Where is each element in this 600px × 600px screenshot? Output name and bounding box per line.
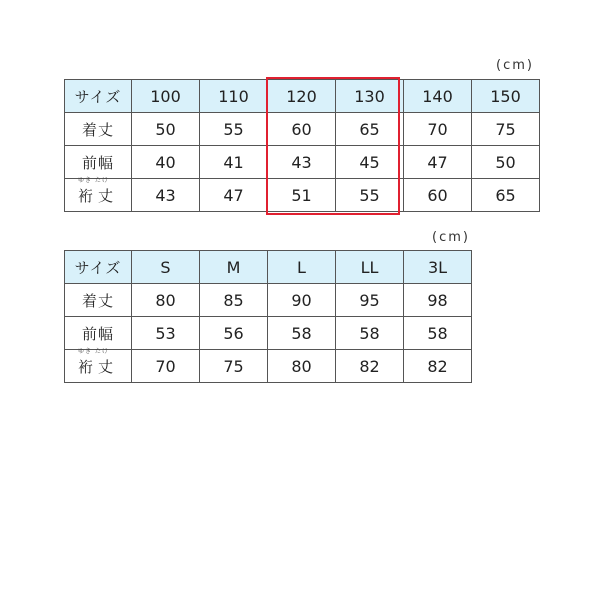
size-col-header: 130 [336, 80, 404, 113]
value-cell: 82 [404, 350, 472, 383]
unit-label-2: (cm) [432, 230, 470, 245]
value-cell: 58 [404, 317, 472, 350]
value-cell: 70 [404, 113, 472, 146]
row-label-kitake: 着丈 [65, 113, 132, 146]
ruby-reading: ゆき たけ [77, 347, 109, 355]
size-col-header: L [268, 251, 336, 284]
size-col-header: 100 [132, 80, 200, 113]
value-cell: 70 [132, 350, 200, 383]
unit-label-1: (cm) [496, 58, 534, 73]
value-cell: 53 [132, 317, 200, 350]
value-cell: 58 [336, 317, 404, 350]
value-cell: 47 [200, 179, 268, 212]
row-label-yukitake-cell [65, 347, 132, 383]
value-cell: 40 [132, 146, 200, 179]
row-kitake [65, 284, 472, 317]
value-cell: 65 [336, 113, 404, 146]
size-col-header: 110 [200, 80, 268, 113]
row-label-maehaba: 前幅 [65, 146, 132, 179]
row-label-yukitake-cell [65, 176, 132, 212]
value-cell: 43 [132, 179, 200, 212]
size-col-header: 3L [404, 251, 472, 284]
size-header-cell: サイズ [65, 251, 132, 284]
value-cell: 41 [200, 146, 268, 179]
value-cell: 95 [336, 284, 404, 317]
row-maehaba [65, 146, 540, 179]
size-col-header: 120 [268, 80, 336, 113]
size-col-header: 140 [404, 80, 472, 113]
ruby-reading: ゆき たけ [77, 176, 109, 184]
header-row [65, 251, 472, 284]
value-cell: 51 [268, 179, 336, 212]
row-kitake [65, 113, 540, 146]
row-label-kitake: 着丈 [65, 284, 132, 317]
value-cell: 90 [268, 284, 336, 317]
value-cell: 80 [268, 350, 336, 383]
size-header-cell: サイズ [65, 80, 132, 113]
value-cell: 98 [404, 284, 472, 317]
size-col-header: S [132, 251, 200, 284]
value-cell: 65 [472, 179, 540, 212]
value-cell: 85 [200, 284, 268, 317]
row-label-maehaba: 前幅 [65, 317, 132, 350]
value-cell: 45 [336, 146, 404, 179]
value-cell: 50 [472, 146, 540, 179]
value-cell: 55 [200, 113, 268, 146]
value-cell: 75 [200, 350, 268, 383]
header-row [65, 80, 540, 113]
value-cell: 80 [132, 284, 200, 317]
value-cell: 60 [404, 179, 472, 212]
row-label-yukitake: 裄丈 [77, 357, 118, 376]
value-cell: 82 [336, 350, 404, 383]
value-cell: 58 [268, 317, 336, 350]
size-col-header: M [200, 251, 268, 284]
value-cell: 60 [268, 113, 336, 146]
value-cell: 50 [132, 113, 200, 146]
value-cell: 55 [336, 179, 404, 212]
value-cell: 47 [404, 146, 472, 179]
row-maehaba [65, 317, 472, 350]
size-col-header: LL [336, 251, 404, 284]
value-cell: 43 [268, 146, 336, 179]
size-chart-adult [64, 250, 472, 383]
size-col-header: 150 [472, 80, 540, 113]
row-label-yukitake: 裄丈 [77, 186, 118, 205]
value-cell: 75 [472, 113, 540, 146]
size-chart-kids [64, 79, 540, 212]
row-yukitake [65, 350, 472, 383]
row-yukitake [65, 179, 540, 212]
value-cell: 56 [200, 317, 268, 350]
